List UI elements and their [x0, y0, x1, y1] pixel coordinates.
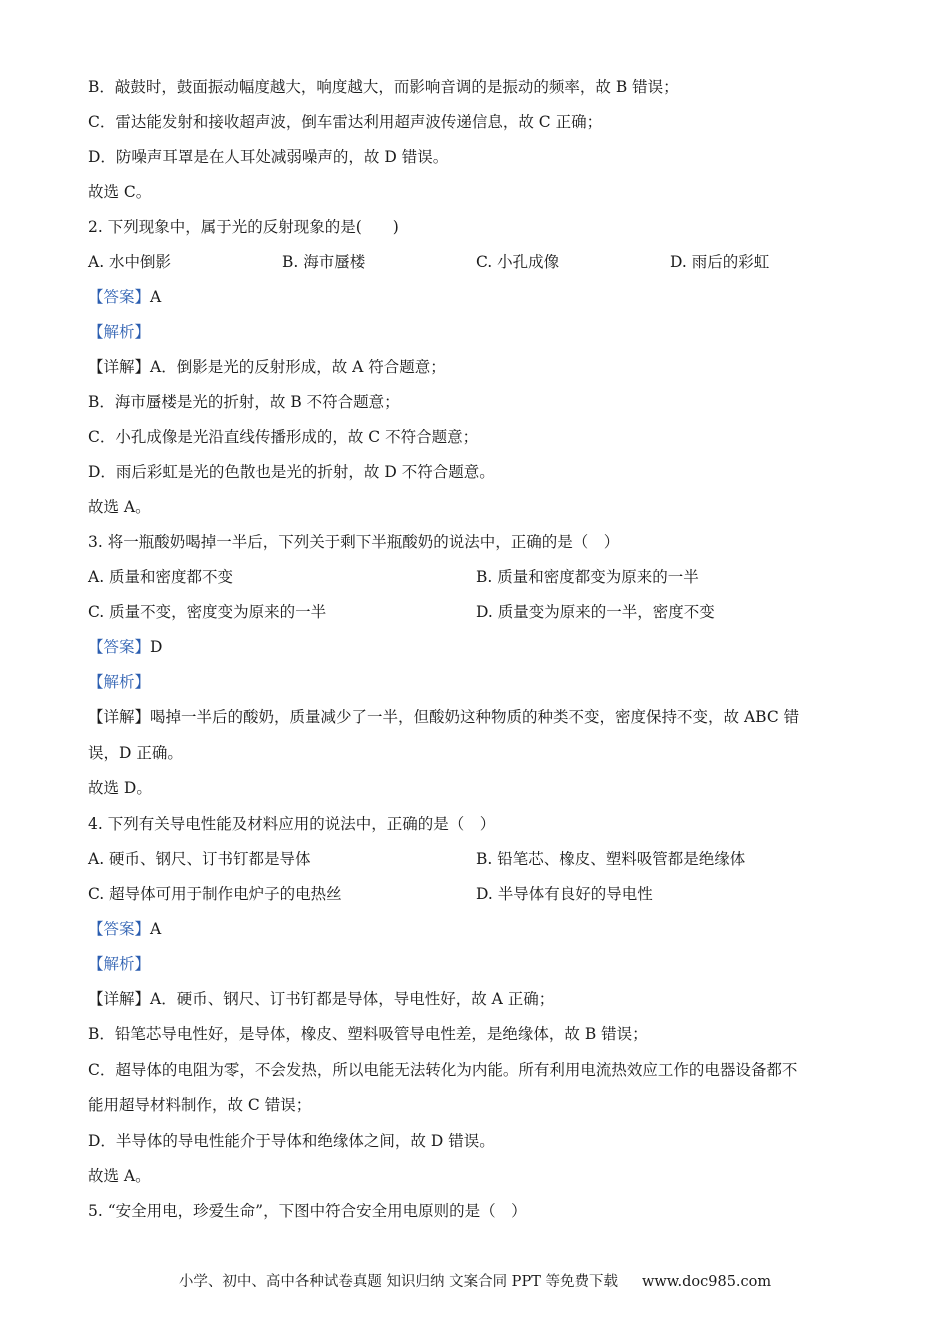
q4-detail-d: D．半导体的导电性能介于导体和绝缘体之间，故 D 错误。: [88, 1132, 495, 1150]
detail-text: A．倒影是光的反射形成，故 A 符合题意；: [150, 358, 446, 376]
q4-stem: 4. 下列有关导电性能及材料应用的说法中，正确的是（ ）: [88, 815, 496, 833]
q5-stem: 5. “安全用电，珍爱生命”，下图中符合安全用电原则的是（ ）: [88, 1202, 527, 1220]
answer-value: D: [150, 638, 163, 656]
q2-detail-b: B．海市蜃楼是光的折射，故 B 不符合题意；: [88, 393, 400, 411]
q3-option-b: B. 质量和密度都变为原来的一半: [476, 568, 699, 586]
q4-detail-c2: 能用超导材料制作，故 C 错误；: [88, 1096, 312, 1114]
detail-text: 喝掉一半后的酸奶，质量减少了一半，但酸奶这种物质的种类不变，密度保持不变，故 ABC 错: [150, 708, 800, 726]
detail-text: A．硬币、钢尺、订书钉都是导体，导电性好，故 A 正确；: [150, 990, 555, 1008]
q1-conclusion: 故选 C。: [88, 183, 152, 201]
q3-detail-2: 误，D 正确。: [88, 744, 183, 762]
q2-detail-a: [88, 357, 446, 377]
q4-detail-c1: C．超导体的电阻为零，不会发热，所以电能无法转化为内能。所有利用电流热效应工作的电器设备都不: [88, 1061, 798, 1079]
q2-option-d: D. 雨后的彩虹: [670, 253, 770, 271]
q4-option-a: A. 硬币、钢尺、订书钉都是导体: [88, 850, 311, 868]
answer-value: A: [150, 920, 162, 938]
q3-option-c: C. 质量不变，密度变为原来的一半: [88, 603, 327, 621]
q2-conclusion: 故选 A。: [88, 498, 151, 516]
page-footer: [0, 1270, 950, 1291]
q4-detail-b: B．铅笔芯导电性好，是导体，橡皮、塑料吸管导电性差，是绝缘体，故 B 错误；: [88, 1025, 648, 1043]
answer-tag: 【答案】: [88, 288, 151, 306]
answer-tag: 【答案】: [88, 920, 151, 938]
q1-explanation-b: B．敲鼓时，鼓面振动幅度越大，响度越大，而影响音调的是振动的频率，故 B 错误；: [88, 78, 679, 96]
q2-detail-c: C．小孔成像是光沿直线传播形成的，故 C 不符合题意；: [88, 428, 479, 446]
q4-answer: [88, 919, 161, 939]
q2-answer: [88, 287, 161, 307]
q1-explanation-d: D．防噪声耳罩是在人耳处减弱噪声的，故 D 错误。: [88, 148, 449, 166]
q2-detail-d: D．雨后彩虹是光的色散也是光的折射，故 D 不符合题意。: [88, 463, 495, 481]
q3-detail-1: [88, 707, 799, 727]
answer-value: A: [150, 288, 162, 306]
footer-url[interactable]: www.doc985.com: [641, 1274, 772, 1290]
detail-tag: 【详解】: [88, 358, 151, 376]
q4-option-d: D. 半导体有良好的导电性: [476, 885, 653, 903]
q2-option-a: A. 水中倒影: [88, 253, 172, 271]
q3-answer: [88, 637, 162, 657]
q3-stem: 3. 将一瓶酸奶喝掉一半后，下列关于剩下半瓶酸奶的说法中，正确的是（ ）: [88, 533, 620, 551]
q2-stem: 2. 下列现象中，属于光的反射现象的是( ): [88, 218, 399, 236]
q2-option-c: C. 小孔成像: [476, 253, 560, 271]
detail-tag: 【详解】: [88, 708, 151, 726]
q4-option-c: C. 超导体可用于制作电炉子的电热丝: [88, 885, 342, 903]
footer-text: 小学、初中、高中各种试卷真题 知识归纳 文案合同 PPT 等免费下载: [178, 1274, 618, 1290]
q4-analysis-tag: 【解析】: [88, 955, 151, 973]
q4-detail-a: [88, 989, 554, 1009]
q3-option-a: A. 质量和密度都不变: [88, 568, 234, 586]
q1-explanation-c: C．雷达能发射和接收超声波，倒车雷达利用超声波传递信息，故 C 正确；: [88, 113, 603, 131]
answer-tag: 【答案】: [88, 638, 151, 656]
q3-conclusion: 故选 D。: [88, 779, 152, 797]
q4-option-b: B. 铅笔芯、橡皮、塑料吸管都是绝缘体: [476, 850, 746, 868]
q4-conclusion: 故选 A。: [88, 1167, 151, 1185]
q2-option-b: B. 海市蜃楼: [282, 253, 366, 271]
q3-analysis-tag: 【解析】: [88, 673, 151, 691]
detail-tag: 【详解】: [88, 990, 151, 1008]
q3-option-d: D. 质量变为原来的一半，密度不变: [476, 603, 715, 621]
q2-analysis-tag: 【解析】: [88, 323, 151, 341]
